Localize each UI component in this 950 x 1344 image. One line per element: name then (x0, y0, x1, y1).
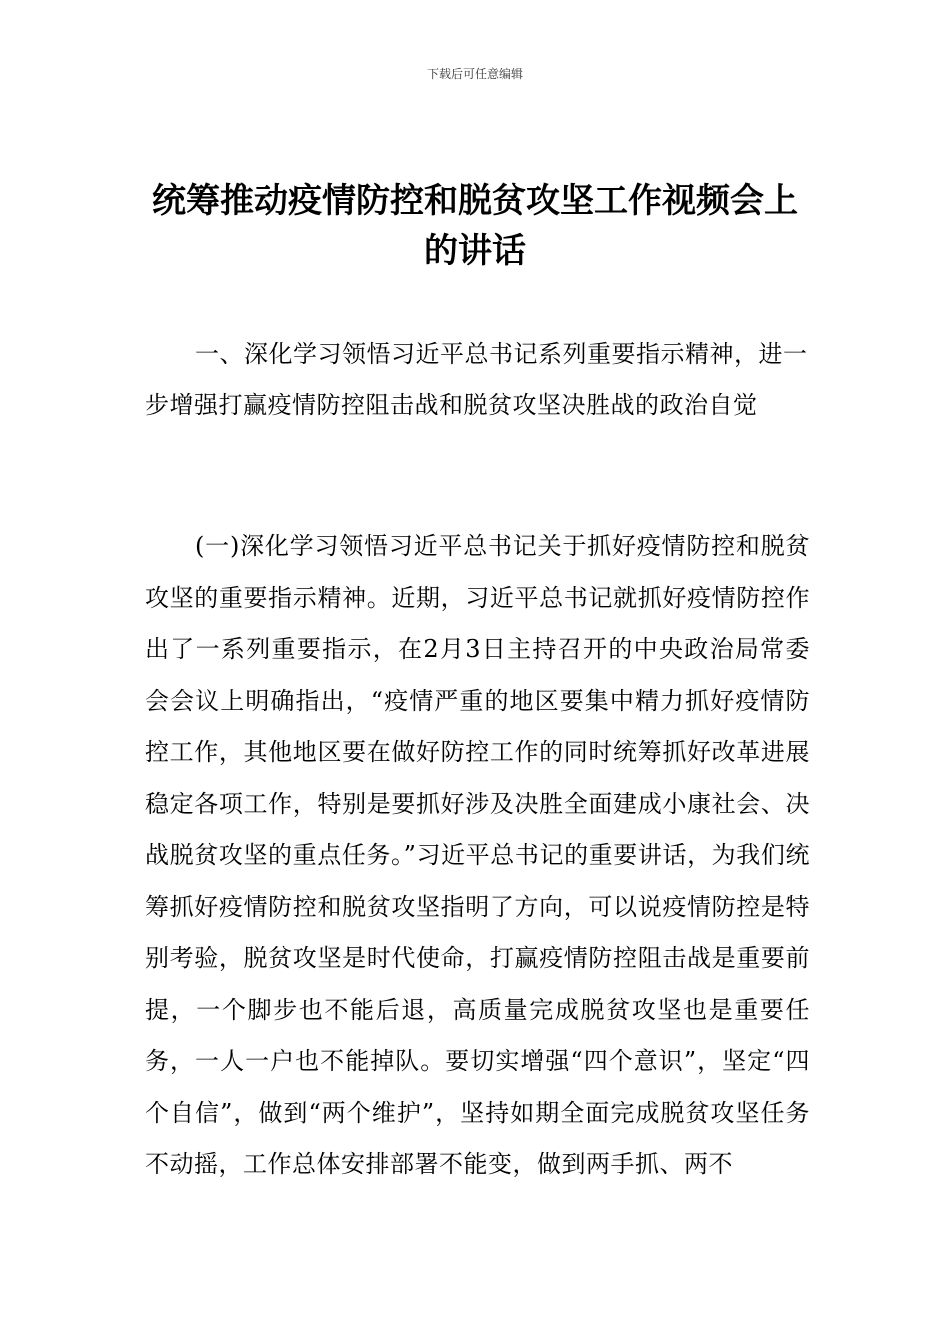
section-heading: 一、深化学习领悟习近平总书记系列重要指示精神，进一步增强打赢疫情防控阻击战和脱贫攻坚决胜战的政治自觉 (145, 340, 808, 419)
header-note: 下载后可任意编辑 (426, 67, 523, 81)
document-title: 统筹推动疫情防控和脱贫攻坚工作视频会上的讲话 (152, 181, 798, 271)
body-paragraph: (一)深化学习领悟习近平总书记关于抓好疫情防控和脱贫攻坚的重要指示精神。近期，习近平总书记就抓好疫情防控作出了一系列重要指示，在2月3日主持召开的中央政治局常委会会议上明确指出，“疫情严重的地区要集中精力抓好疫情防控工作，其他地区要在做好防控工作的同时统筹抓好改革进展稳定各项工作，特别是要抓好涉及决胜全面建成小康社会、决战脱贫攻坚的重点任务。”习近平总书记的重要讲话，为我们统筹抓好疫情防控和脱贫攻坚指明了方向，可以说疫情防控是特别考验，脱贫攻坚是时代使命，打赢疫情防控阻击战是重要前提，一个脚步也不能后退，高质量完成脱贫攻坚也是重要任务，一人一户也不能掉队。要切实增强“四个意识”，坚定“四个自信”，做到“两个维护”，坚持如期全面完成脱贫攻坚任务不动摇，工作总体安排部署不能变，做到两手抓、两不 (145, 532, 810, 1178)
